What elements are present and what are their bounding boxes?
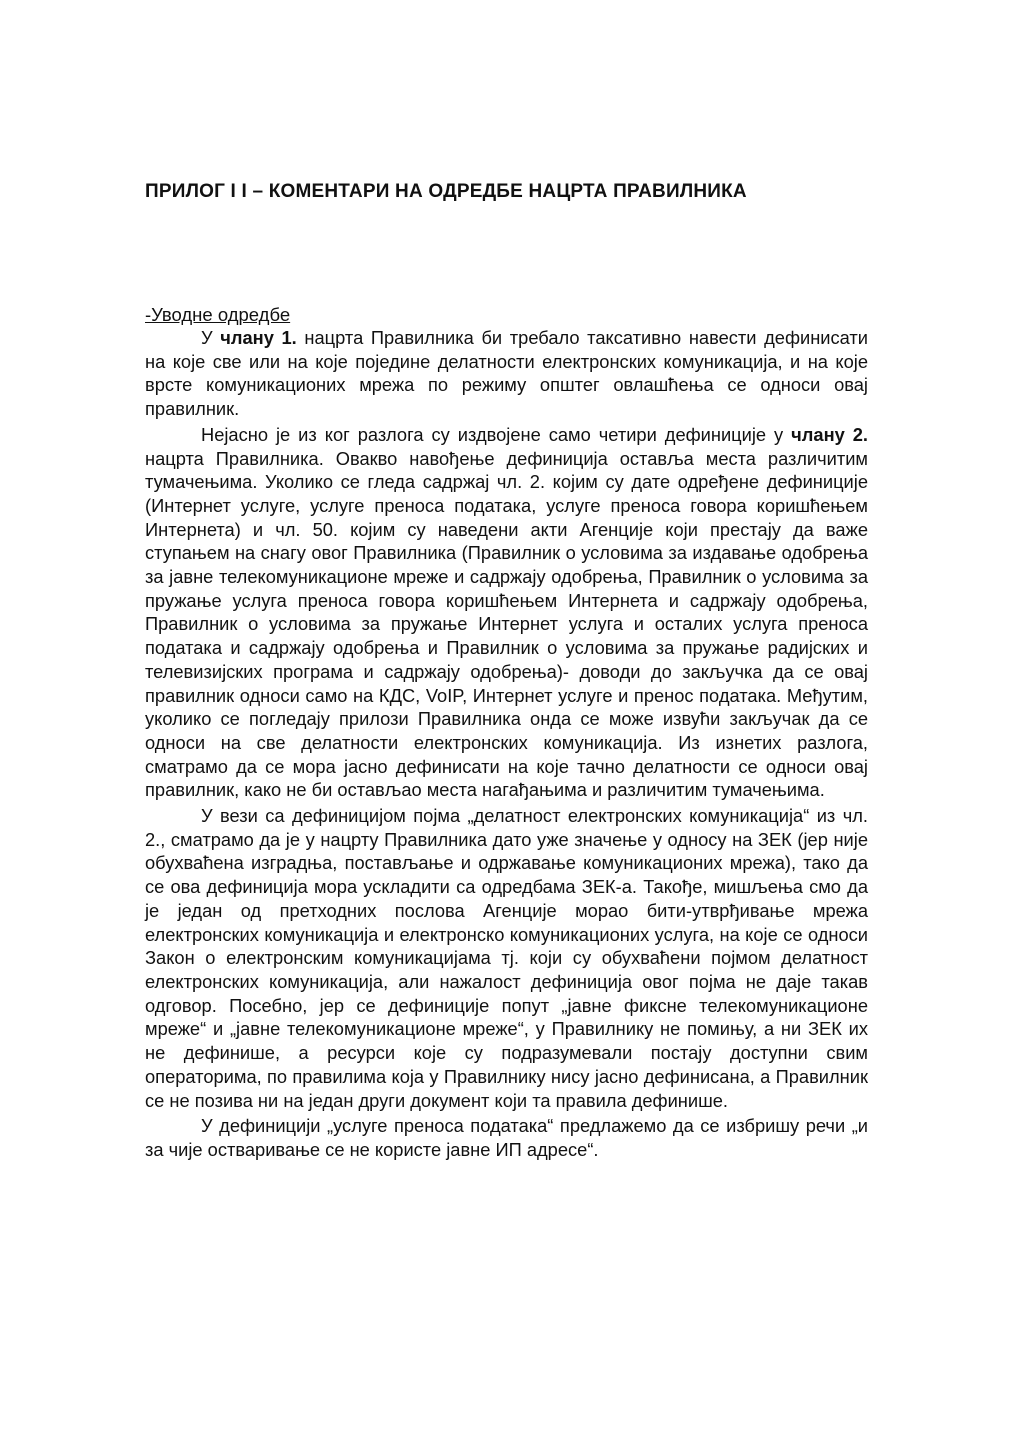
paragraph-article-ref: члану 2. bbox=[791, 423, 868, 445]
paragraph-text-pre: У bbox=[201, 327, 221, 348]
section-heading: -Уводне одредбе bbox=[145, 304, 291, 325]
paragraph-article-ref: члану 1. bbox=[220, 327, 297, 348]
document-title: ПРИЛОГ I I – КОМЕНТАРИ НА ОДРЕДБЕ НАЦРТА ПРАВИЛНИКА bbox=[145, 181, 747, 202]
paragraph-article-1 bbox=[145, 326, 868, 421]
paragraph-text-post: нацрта Правилника. Овакво навођење дефиниција оставља места различитим тумачењима. Уколико се гледа садржај чл. 2. којим су дате одређене дефиниције (Интернет услуге, услуге преноса података, услуге преноса говора коришћењем Интернета) и чл. 50. којим су наведени акти Агенције који престају да важе ступањем на снагу овог Правилника (Правилник о условима за издавање одобрења за јавне телекомуникационе мреже и садржају одобрења, Правилник о условима за пружање услуга преноса говора коришћењем Интернета и садржају одобрења, Правилник о условима за пружање Интернет услуга и осталих услуга преноса података и садржају одобрења и Правилник о условима за пружање радијских и телевизијских програма и садржају одобрења)- доводи до закључка да се овај правилник односи само на КДС, VoIP, Интернет услуге и пренос података. Међутим, уколико се погледају прилози Правилника онда се може извући закључак да се односи на све делатности електронских комуникација. Из изнетих разлога, сматрамо да се мора јасно дефинисати на које тачно делатности се односи овај правилник, како не би остављао места нагађањима и различитим тумачењима. bbox=[145, 447, 868, 801]
paragraph-text: У дефиницији „услуге преноса података“ предлажемо да се избришу речи „и за чије остваривање се не користе јавне ИП адресе“. bbox=[145, 1115, 868, 1160]
paragraph-text-post: нацрта Правилника би требало таксативно навести дефинисати на које све или на које поједине делатности електронских комуникација, и на које врсте комуникационих мрежа по режиму општег овлашћења се односи овај правилник. bbox=[145, 327, 868, 420]
document-page bbox=[145, 178, 868, 1162]
paragraph-definition-activity bbox=[145, 804, 868, 1112]
paragraph-article-2 bbox=[145, 423, 868, 802]
paragraph-text-pre: Нејасно је из ког разлога су издвојене само четири дефиниције у bbox=[201, 423, 792, 445]
paragraph-definition-data-transfer bbox=[145, 1114, 868, 1161]
paragraph-text: У вези са дефиницијом појма „делатност електронских комуникација“ из чл. 2., сматрамо да је у нацрту Правилника дато уже значење у односу на ЗЕК (јер није обухваћена изградња, постављање и одржавање комуникационих мрежа), тако да се ова дефиниција мора ускладити са одредбама ЗЕК-а. Такође, мишљења смо да је један од претходних послова Агенције морао бити-утврђивање мрежа електронских комуникација и електронско комуникационих услуга, на које се односи Закон о електронским комуникацијама тј. који су обухваћени појмом делатност електронских комуникација, али нажалост дефиниција овог појма не даје такав одговор. Посебно, јер се дефиниције попут „јавне фиксне телекомуникационе мреже“ и „јавне телекомуникационе мреже“, у Правилнику не помињу, а ни ЗЕК их не дефинише, а ресурси које су подразумевали постају доступни свим операторима, по правилима која у Правилнику нису јасно дефинисана, а Правилник се не позива ни на један други документ који та правила дефинише. bbox=[145, 805, 868, 1111]
